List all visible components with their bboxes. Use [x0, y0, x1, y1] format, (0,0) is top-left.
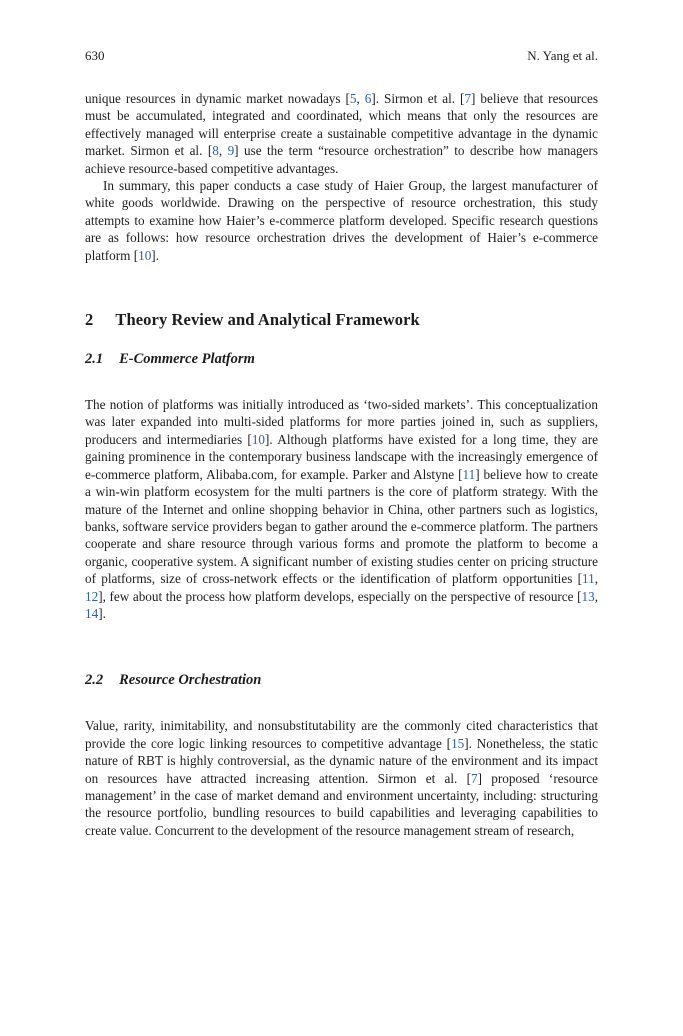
section-heading: [85, 310, 598, 330]
text-run: ] believe how to create a win-win platform ecosystem for the multi partners is the core of platform strategy. With the mature of the Internet and online shopping behavior in China, other partners such as logistics, banks, software service providers began to gather around the e-commerce platform. The partners cooperate and share resource through various forms and promote the platform to become a organic, cooperative system. A significant number of existing studies center on pricing structure of platforms, size of cross-network effects or the identification of platform opportunities [: [85, 466, 598, 587]
subsection-heading: [85, 351, 598, 368]
citation-link[interactable]: 12: [85, 588, 99, 604]
text-run: ,: [594, 588, 598, 604]
paragraph: [85, 177, 598, 264]
citation-link[interactable]: 15: [451, 735, 465, 751]
text-run: ]. Sirmon et al. [: [371, 91, 465, 106]
text-run: In summary, this paper conducts a case study of Haier Group, the largest manufacturer of white goods worldwide. Drawing on the perspective of resource orchestration, this study attempts to examine how Haier’s e-commerce platform developed. Specific research questions are as follows: how resource orchestration drives the development of Haier’s e-commerce platform [: [85, 178, 598, 263]
paragraph: [85, 717, 598, 839]
text-run: unique resources in dynamic market nowadays [: [85, 91, 350, 106]
text-run: ,: [218, 143, 228, 159]
text-run: ]. Nonetheless, the static nature of RBT is highly controversial, as the dynamic nature of the environment and its impact on resources have attracted increasing attention. Sirmon et al. [: [85, 735, 598, 786]
text-run: ,: [356, 91, 365, 106]
paragraph: [85, 396, 598, 622]
citation-link[interactable]: 6: [364, 91, 372, 106]
citation-link[interactable]: 13: [581, 588, 595, 604]
citation-link[interactable]: 7: [471, 770, 478, 786]
text-run: ] proposed ‘resource management’ in the case of market demand and environment uncertainty, including: structuring the resource portfolio, bundling resources to build capabilities and leveraging capabilities to create value. Concurrent to the development of the resource management stream of research,: [85, 770, 598, 838]
text-run: ] believe that resources must be accumulated, integrated and coordinated, which means that only the resources are effectively managed will enterprise create a sustainable competitive advantage in the dynamic market. Sirmon et al. [: [85, 91, 598, 159]
text-run: ]. Although platforms have existed for a long time, they are gaining prominence in the contemporary business landscape with the increasingly emergence of e-commerce platform, Alibaba.com, for example. Parker and Alstyne [: [85, 431, 598, 482]
text-run: ].: [98, 605, 106, 621]
citation-link[interactable]: 5: [349, 91, 357, 106]
text-run: The notion of platforms was initially introduced as ‘two-sided markets’. This conceptualization was later expanded into multi-sided platforms for more parties joined in, such as suppliers, producers and intermediaries [: [85, 397, 598, 447]
subsection-heading: [85, 672, 598, 689]
heading-title: E-Commerce Platform: [119, 351, 255, 368]
text-run: ,: [594, 571, 598, 587]
heading-title: Theory Review and Analytical Framework: [115, 310, 420, 330]
heading-number: 2.1: [85, 351, 104, 368]
running-title: N. Yang et al.: [527, 48, 598, 63]
citation-link[interactable]: 14: [85, 605, 99, 621]
citation-link[interactable]: 11: [462, 466, 476, 482]
text-run: ].: [151, 247, 159, 263]
citation-link[interactable]: 7: [464, 91, 472, 106]
text-run: ], few about the process how platform develops, especially on the perspective of resource [: [98, 588, 582, 604]
heading-number: 2.2: [85, 672, 104, 689]
page-header: [85, 48, 598, 64]
citation-link[interactable]: 8: [212, 143, 219, 159]
citation-link[interactable]: 10: [251, 431, 266, 447]
text-run: ] use the term “resource orchestration” to describe how managers achieve resource-based competitive advantages.: [85, 143, 599, 176]
paragraph: [85, 90, 598, 177]
document-body: [85, 90, 598, 839]
citation-link[interactable]: 10: [138, 247, 152, 263]
heading-title: Resource Orchestration: [119, 672, 262, 689]
page-number: 630: [85, 48, 105, 63]
citation-link[interactable]: 9: [227, 143, 235, 159]
heading-number: 2: [85, 310, 94, 330]
text-run: Value, rarity, inimitability, and nonsubstitutability are the commonly cited characteristics that provide the core logic linking resources to competitive advantage [: [85, 718, 598, 751]
citation-link[interactable]: 11: [582, 571, 595, 587]
